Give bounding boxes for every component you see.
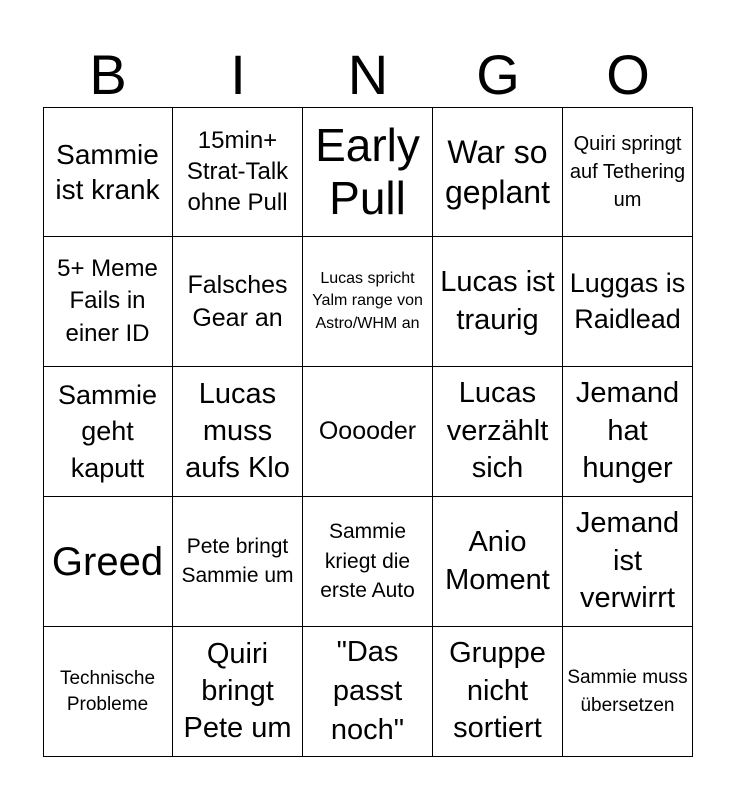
bingo-cell[interactable] — [433, 497, 563, 627]
bingo-cell[interactable] — [303, 107, 433, 237]
header-letter-n: N — [347, 43, 389, 106]
bingo-cell[interactable] — [173, 367, 303, 497]
bingo-cell-label: 5+ Meme Fails in einer ID — [57, 254, 158, 347]
bingo-cell[interactable] — [43, 237, 173, 367]
bingo-cell[interactable] — [563, 627, 693, 757]
bingo-header — [43, 42, 693, 108]
bingo-cell-label: Anio Moment — [445, 525, 550, 596]
bingo-cell-label: Lucas ist traurig — [440, 265, 555, 336]
bingo-cell-label: Sammie ist krank — [55, 138, 160, 205]
header-letter-b: B — [89, 43, 127, 106]
bingo-cell[interactable] — [43, 107, 173, 237]
bingo-cell[interactable] — [303, 237, 433, 367]
bingo-cell[interactable] — [43, 367, 173, 497]
bingo-cell-label: Sammie muss übersetzen — [567, 666, 688, 716]
bingo-cell[interactable] — [173, 627, 303, 757]
bingo-cell[interactable] — [563, 497, 693, 627]
bingo-cell[interactable] — [43, 627, 173, 757]
bingo-cell-label: Quiri bringt Pete um — [183, 637, 292, 745]
bingo-cell[interactable] — [303, 627, 433, 757]
bingo-cell-label: Jemand hat hunger — [575, 376, 680, 485]
header-letter-g: G — [476, 43, 520, 106]
bingo-cell[interactable] — [433, 627, 563, 757]
bingo-cell-label: Sammie geht kaputt — [57, 379, 158, 483]
bingo-cell-label: 15min+ Strat-Talk ohne Pull — [186, 126, 289, 217]
bingo-cell-label: Jemand ist verwirrt — [575, 506, 680, 615]
bingo-cell[interactable] — [173, 497, 303, 627]
bingo-cell[interactable] — [43, 497, 173, 627]
bingo-cell[interactable] — [563, 107, 693, 237]
bingo-cell-label: "Das passt noch" — [330, 635, 405, 747]
bingo-cell-label: Gruppe nicht sortiert — [449, 636, 546, 745]
bingo-cell-label: Quiri springt auf Tethering um — [569, 132, 686, 211]
bingo-cell-label: War so geplant — [445, 133, 550, 210]
bingo-cell-label: Luggas is Raidlead — [569, 268, 686, 334]
bingo-cell[interactable] — [563, 237, 693, 367]
bingo-cell-label: Falsches Gear an — [187, 271, 288, 332]
header-letter-i: I — [230, 43, 246, 106]
bingo-cell[interactable] — [173, 237, 303, 367]
bingo-cell[interactable] — [173, 107, 303, 237]
header-letter-o: O — [606, 43, 650, 106]
bingo-cell[interactable] — [563, 367, 693, 497]
bingo-cell-label: Sammie kriegt die erste Auto — [320, 520, 415, 603]
bingo-cell[interactable] — [303, 497, 433, 627]
bingo-cell-label: Ooooder — [318, 416, 417, 445]
bingo-board — [43, 107, 693, 757]
bingo-cell[interactable] — [303, 367, 433, 497]
bingo-cell-label: Lucas verzählt sich — [446, 376, 549, 485]
bingo-cell[interactable] — [433, 107, 563, 237]
bingo-cell-label: Lucas muss aufs Klo — [185, 377, 290, 485]
bingo-cell-label: Early Pull — [315, 118, 420, 224]
bingo-cell-label: Pete bringt Sammie um — [181, 535, 294, 587]
bingo-cell[interactable] — [433, 367, 563, 497]
bingo-cell[interactable] — [433, 237, 563, 367]
bingo-cell-label: Lucas spricht Yalm range von Astro/WHM an — [312, 269, 423, 332]
bingo-cell-label: Technische Probleme — [59, 667, 156, 715]
bingo-cell-label: Greed — [51, 539, 164, 584]
